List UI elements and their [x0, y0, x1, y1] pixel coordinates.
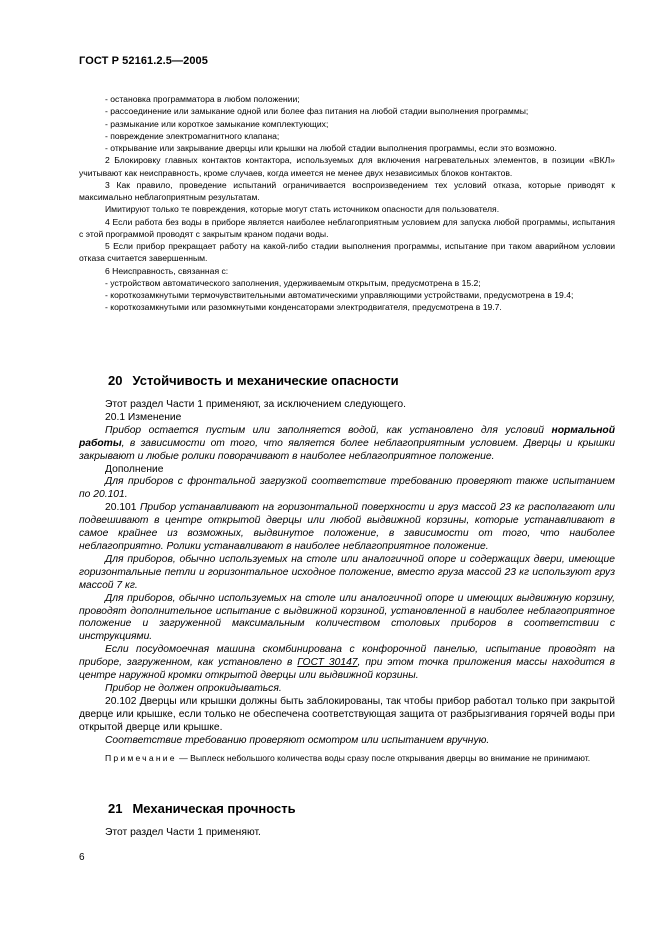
paragraph: [79, 425, 615, 464]
section-21-body: [79, 827, 615, 840]
list-item: - устройством автоматического заполнения, удерживаемым открытым, предусмотрена в 15.2;: [105, 277, 481, 288]
paragraph: Соответствие требованию проверяют осмотром или испытанием вручную.: [105, 734, 490, 746]
text-run: Если посудомоечная машина скомбинирована с конфорочной панелью, испытание проводят на приборе, загруженном, как установлено в: [79, 644, 615, 669]
section-number: 21: [108, 801, 123, 816]
text-run: , при этом точка приложения массы находится в центре наружной кромки открытой дверцы или выдвижной корзины.: [79, 657, 615, 682]
paragraph: [79, 644, 615, 683]
text-run: , в зависимости от того, что является более неблагоприятным условием. Дверцы и крышки закрывают и любые ролики поворачивают в наиболее неблагоприятное положение.: [79, 437, 615, 462]
test-conditions-notes: [79, 93, 615, 314]
note-paragraph: [79, 752, 615, 764]
subsection-heading: 20.1 Изменение: [105, 411, 182, 423]
list-item: - короткозамкнутыми или разомкнутыми конденсаторами электродвигателя, предусмотрена в 19.7.: [105, 302, 502, 313]
defined-term: нормальной работы: [79, 424, 615, 449]
section-number: 20: [108, 373, 123, 388]
section-20-heading: [108, 373, 399, 388]
gost-30147-link[interactable]: ГОСТ 30147: [297, 657, 358, 669]
paragraph: Для приборов, обычно используемых на столе или аналогичной опоре и имеющих выдвижную корзину, проводят дополнительное испытание с выдвижной корзиной, установленной в наиболее неблагоприятное положение и загруженной максимальным количеством столовых приборов в соответствии с инструкциями.: [79, 592, 615, 643]
list-item: - открывание или закрывание дверцы или крышки на любой стадии выполнения программы, если это возможно.: [105, 143, 557, 153]
section-title: Устойчивость и механические опасности: [132, 373, 399, 388]
note-6: 6 Неисправность, связанная с:: [105, 265, 229, 276]
list-item: - повреждение электромагнитного клапана;: [105, 130, 280, 141]
paragraph: [79, 502, 615, 554]
note-3-continued: Имитируют только те повреждения, которые могут стать источником опасности для пользователя.: [105, 204, 500, 215]
paragraph: Для приборов с фронтальной загрузкой соответствие требованию проверяют также испытанием по 20.101.: [79, 476, 615, 501]
section-intro: Этот раздел Части 1 применяют.: [105, 827, 261, 838]
section-title: Механическая прочность: [132, 801, 296, 816]
text-run: Прибор остается пустым или заполняется водой, как установлено для условий: [105, 424, 552, 436]
section-20-body: [79, 399, 615, 747]
note-5: 5 Если прибор прекращает работу на какой-либо стадии выполнения программы, испытание при таком аварийном условии отказа считается завершенным.: [79, 241, 615, 264]
list-item: - остановка программатора в любом положении;: [105, 94, 300, 104]
list-item: - рассоединение или замыкание одной или более фаз питания на любой стадии выполнения программы;: [105, 106, 529, 117]
note-text: — Выплеск небольшого количества воды сразу после открывания дверцы во внимание не принимают.: [176, 753, 591, 763]
paragraph: Для приборов, обычно используемых на столе или аналогичной опоре и содержащих двери, имеющие горизонтальные петли и горизонтальное исходное положение, вместо груза массой 23 кг используют груз массой 7 кг.: [79, 553, 615, 591]
note-label: Примечание: [105, 753, 177, 763]
subsection-heading: Дополнение: [105, 463, 164, 475]
note-2: 2 Блокировку главных контактов контактора, используемых для включения нагревательных элементов, в позиции «ВКЛ» учитывают как неисправность, кроме случаев, когда имеется не менее двух независимых блоков контактов.: [79, 155, 615, 178]
document-header: ГОСТ Р 52161.2.5—2005: [79, 55, 208, 67]
paragraph: Прибор не должен опрокидываться.: [105, 682, 282, 694]
section-intro: Этот раздел Части 1 применяют, за исключением следующего.: [105, 399, 407, 410]
note-4: 4 Если работа без воды в приборе является наиболее неблагоприятным условием для запуска любой программы, испытания с этой программой проводят с закрытым краном подачи воды.: [79, 216, 615, 239]
section-21-heading: [108, 801, 296, 816]
clause-number: 20.101: [105, 502, 137, 514]
note-block: [79, 752, 615, 764]
list-item: - размыкание или короткое замыкание комплектующих;: [105, 118, 329, 129]
paragraph: 20.102 Дверцы или крышки должны быть заблокированы, так чтобы прибор работал только при закрытой дверце или крышке, если только не обеспечена соответствующая защита от разбрызгивания горячей воды при открытой дверце или крышке.: [79, 695, 615, 733]
text-run: Прибор устанавливают на горизонтальной поверхности и груз массой 23 кг располагают или подвешивают в центре открытой дверцы или любой выдвижной корзины, которые устанавливают в самое крайнее из возможных, выдвинутое положение, в зависимости от того, что наиболее неблагоприятно. Ролики устанавливают в наиболее неблагоприятное положение.: [79, 502, 615, 552]
list-item: - короткозамкнутыми термочувствительными автоматическими управляющими устройствами, предусмотрена в 19.4;: [105, 290, 574, 300]
note-3: 3 Как правило, проведение испытаний ограничивается воспроизведением тех условий отказа, которые приводят к максимально неблагоприятным результатам.: [79, 179, 615, 202]
page-number: 6: [79, 852, 85, 863]
